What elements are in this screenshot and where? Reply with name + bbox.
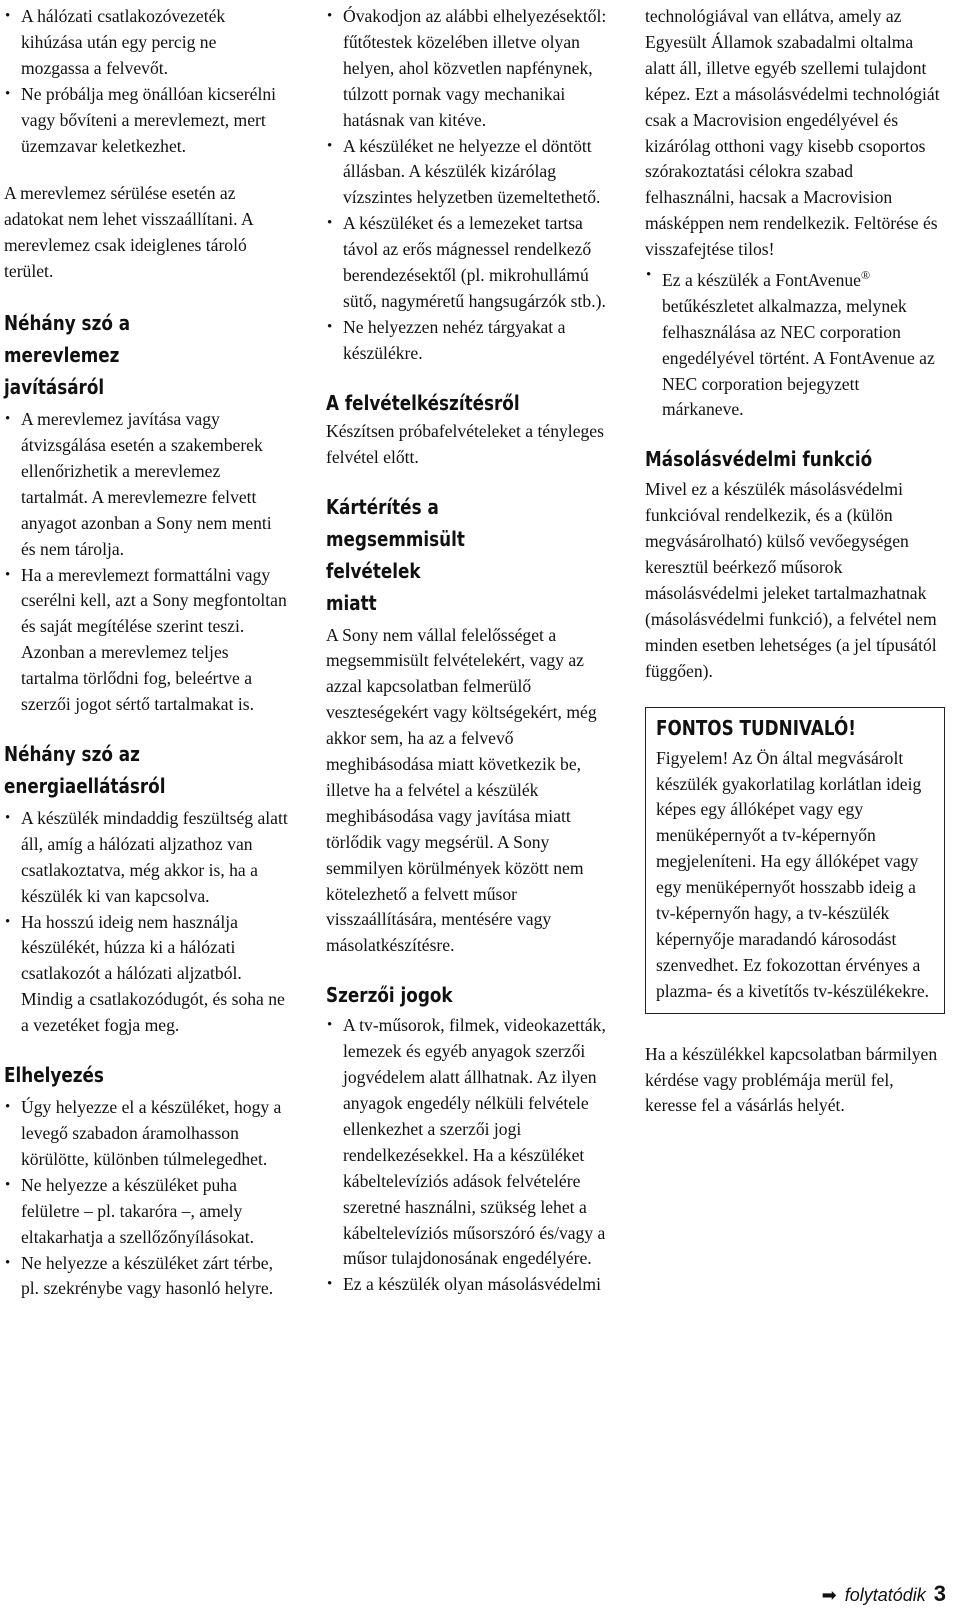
important-notice-box (645, 707, 945, 1014)
hdd-repair-list (4, 407, 288, 718)
list-item-fontavenue (645, 263, 945, 423)
list-item-continued: technológiával van ellátva, amely az Egyesült Államok szabadalmi oltalma alatt áll, illetve egyéb szellemi tulajdont képez. Ezt a másolásvédelmi technológiát csak a Macrovision engedélyével és kizárólag otthoni vagy kisebb csoportos szórakoztatási célokra szabad felhasználni, hacsak a Macrovision másképpen nem rendelkezik. Feltörése és visszafejtése tilos! (645, 6, 940, 260)
list-item: • A készüléket ne helyezze el döntött állásban. A készülék kizárólag vízszintes helyzetben üzemeltethető. (326, 134, 616, 212)
list-item: • A merevlemez javítása vagy átvizsgálása esetén a szakemberek ellenőrizhetik a merevlemez tartalmát. A merevlemezre felvett anyagot azonban a Sony nem menti és nem tárolja. (4, 407, 288, 562)
arrow-right-icon: ➡ (821, 1585, 837, 1606)
copyright-list (326, 1013, 616, 1298)
column-1 (4, 4, 288, 1302)
list-item: • A tv-műsorok, filmek, videokazetták, lemezek és egyéb anyagok szerzői jogvédelem alatt állhatnak. Az ilyen anyagok engedély nélküli felvétele ellenkezhet a szerzői jogi rendelkezésekkel. Ha a készüléket kábeltelevíziós adások felvételére szeretné használni, szükség lehet a kábeltelevíziós műsorszóró és/vagy a műsor tulajdonosának engedélyére. (326, 1013, 616, 1272)
section-heading-copy-protection: Másolásvédelmi funkció (645, 447, 873, 472)
list-item: • A készülék mindaddig feszültség alatt áll, amíg a hálózati aljzathoz van csatlakoztatva, még akkor is, ha a készülék ki van kapcsolva. (4, 806, 288, 910)
registered-mark: ® (861, 268, 871, 283)
list-item: • Úgy helyezze el a készüléket, hogy a levegő szabadon áramolhasson körülötte, különben túlmelegedhet. (4, 1095, 288, 1173)
list-item: • Ha a merevlemezt formattálni vagy cserélni kell, azt a Sony megfontoltan és saját megítélése szerint teszi. Azonban a merevlemez teljes tartalma törlődni fog, beleértve a szerzői jogot sértő tartalmakat is. (4, 563, 288, 718)
fontavenue-text-rest: betűkészletet alkalmazza, melynek felhasználása az NEC corporation engedélyével történt. A FontAvenue az NEC corporation bejegyzett márkaneve. (662, 295, 935, 420)
copyright-list-continued (645, 4, 945, 423)
recording-paragraph: Készítsen próbafelvételeket a tényleges felvétel előtt. (326, 420, 604, 467)
section-heading-recording: A felvételkészítésről (326, 390, 520, 415)
notice-heading: FONTOS TUDNIVALÓ! (656, 715, 856, 740)
compensation-paragraph: A Sony nem vállal felelősséget a megsemmisült felvételekért, vagy az azzal kapcsolatban felmerülő veszteségekért vagy költségekért, még akkor sem, ha az a felvevő meghibásodása miatt következik be, illetve ha a felvétel a készülék meghibásodása vagy javítása miatt törlődik vagy megsérül. A Sony semmilyen körülmények között nem kötelezhető a felvett műsor visszaállítására, mentésére vagy másolatkészítésre. (326, 624, 597, 956)
section-heading-compensation: Kártérítés a megsemmisült felvételek miatt (326, 494, 465, 615)
list-item: • A hálózati csatlakozóvezeték kihúzása után egy percig ne mozgassa a felvevőt. (4, 4, 288, 82)
section-heading-copyright: Szerzői jogok (326, 983, 453, 1008)
section-heading-power: Néhány szó az energiaellátásról (4, 741, 166, 798)
list-item: • Óvakodjon az alábbi elhelyezésektől: fűtőtestek közelében illetve olyan helyen, ahol közvetlen napfénynek, túlzott pornak vagy mechanikai hatásnak van kitéve. (326, 4, 616, 134)
list-item: • Ez a készülék olyan másolásvédelmi (326, 1272, 616, 1298)
notice-paragraph: Figyelem! Az Ön által megvásárolt készülék gyakorlatilag korlátlan ideig képes egy állóképet vagy egy menüképernyőt a tv-képernyőn megjeleníteni. Ha egy állóképet vagy egy menüképernyőt hosszabb ideig a tv-képernyőn hagy, a tv-készülék képernyője maradandó károsodást szenvedhet. Ez fokozottan érvényes a plazma- és a kivetítős tv-készülékekre. (656, 747, 930, 1001)
hdd-damage-paragraph: A merevlemez sérülése esetén az adatokat nem lehet visszaállítani. A merevlemez csak ideiglenes tároló terület. (4, 183, 253, 282)
list-item: • Ha hosszú ideig nem használja készülékét, húzza ki a hálózati csatlakozót a hálózati aljzatból. Mindig a csatlakozódugót, és soha ne a vezetéket fogja meg. (4, 910, 288, 1040)
page-footer (822, 1581, 946, 1607)
contact-paragraph: Ha a készülékkel kapcsolatban bármilyen kérdése vagy problémája merül fel, keresse fel a vásárlás helyét. (645, 1043, 938, 1116)
copy-protection-paragraph: Mivel ez a készülék másolásvédelmi funkcióval rendelkezik, és a (külön megvásárolható) külső vevőegységen keresztül beérkező műsorok másolásvédelmi jeleket tartalmazhatnak (másolásvédelmi funkció), a felvétel nem minden esetben lehetséges (a jel típusától függően). (645, 479, 937, 681)
section-heading-hdd-repair: Néhány szó a merevlemez javításáról (4, 311, 131, 400)
continued-label: folytatódik (844, 1585, 926, 1605)
list-item: • A készüléket és a lemezeket tartsa távol az erős mágnessel rendelkező berendezésektől (pl. mikrohullámú sütő, nagyméretű hangsugárzók stb.). (326, 211, 616, 315)
list-item: • Ne helyezzen nehéz tárgyakat a készülékre. (326, 315, 616, 367)
top-bullet-list (4, 4, 288, 159)
placement-list-continued (326, 4, 616, 367)
section-heading-placement: Elhelyezés (4, 1063, 104, 1088)
fontavenue-text: Ez a készülék a FontAvenue (662, 269, 861, 290)
page-number: 3 (933, 1581, 946, 1606)
column-3 (645, 4, 945, 1119)
column-2 (326, 4, 616, 1298)
power-list (4, 806, 288, 1039)
list-item: • Ne helyezze a készüléket zárt térbe, pl. szekrénybe vagy hasonló helyre. (4, 1251, 288, 1303)
placement-list (4, 1095, 288, 1302)
list-item: • Ne próbálja meg önállóan kicserélni vagy bővíteni a merevlemezt, mert üzemzavar keletkezhet. (4, 82, 288, 160)
list-item: • Ne helyezze a készüléket puha felületre – pl. takaróra –, amely eltakarhatja a szellőzőnyílásokat. (4, 1173, 288, 1251)
